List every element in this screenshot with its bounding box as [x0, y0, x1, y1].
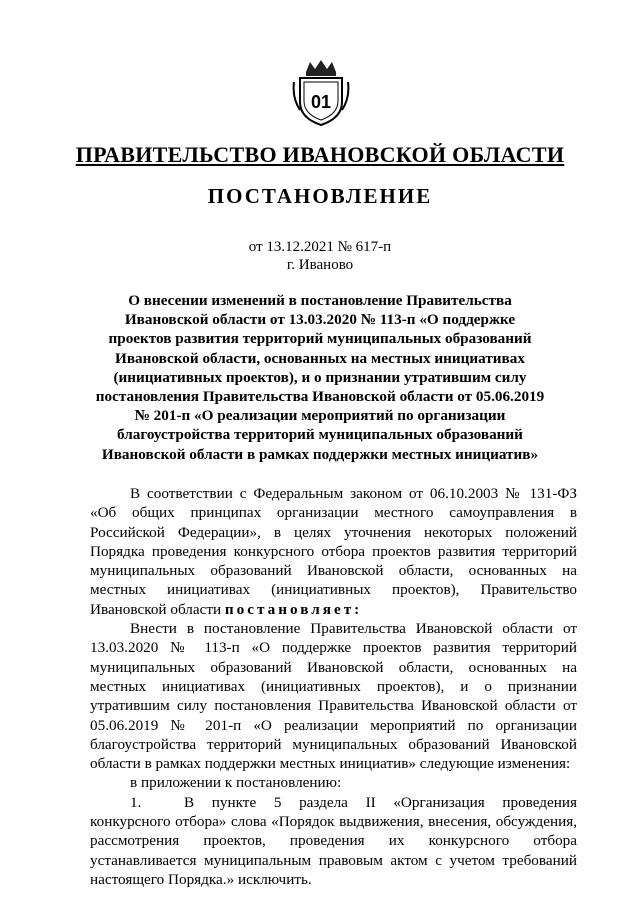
document-heading: О внесении изменений в постановление Правительства Ивановской области от 13.03.2020 № 113-п «О поддержке проектов развития территорий муниципальных образований Ивановской области, основанных на местных инициативах (инициативных проектов), и о признании утратившим силу постановления Правительства Ивановской области от 05.06.2019 № 201-п «О реализации мероприятий по организации благоустройства территорий муниципальных образований Ивановской области в рамках поддержки местных инициатив»: [95, 292, 545, 463]
city: г. Иваново: [286, 257, 354, 273]
paragraph-preamble: [90, 484, 577, 619]
emblem-text: 01: [310, 92, 332, 112]
list-item: [90, 793, 577, 889]
document-body: [90, 484, 577, 889]
government-title: ПРАВИТЕЛЬСТВО ИВАНОВСКОЙ ОБЛАСТИ: [75, 142, 565, 167]
item-text: В пункте 5 раздела II «Организация проведения конкурсного отбора» слова «Порядок выдвижения, внесения, обсуждения, рассмотрения проектов, проведения их конкурсного отбора устанавливается муниципальным правовым актом с учетом требований настоящего Порядка.» исключить.: [90, 793, 577, 888]
paragraph-appendix: в приложении к постановлению:: [130, 774, 342, 792]
coat-of-arms-icon: [292, 58, 350, 128]
document-meta: [0, 238, 640, 274]
item-number: 1.: [130, 793, 142, 811]
preamble-text: В соответствии с Федеральным законом от 06.10.2003 № 131-ФЗ «Об общих принципах организации местного самоуправления в Российской Федерации», в целях уточнения некоторых положений Порядка проведения конкурсного отбора проектов развития территорий муниципальных образований Ивановской области, основанных на местных инициативах (инициативных проектов), Правительство Ивановской области: [90, 485, 577, 618]
document-type: ПОСТАНОВЛЕНИЕ: [207, 184, 433, 208]
paragraph-amend: Внести в постановление Правительства Ивановской области от 13.03.2020 № 113-п «О поддержке проектов развития территорий муниципальных образований Ивановской области, основанных на местных инициативах (инициативных проектов), и о признании утратившим силу постановления Правительства Ивановской области от 05.06.2019 № 201-п «О реализации мероприятий по организации благоустройства территорий муниципальных образований Ивановской области в рамках поддержки местных инициатив» следующие изменения:: [90, 620, 577, 773]
resolve-word: постановляет:: [224, 600, 363, 618]
date-number: от 13.12.2021 № 617-п: [248, 239, 392, 255]
